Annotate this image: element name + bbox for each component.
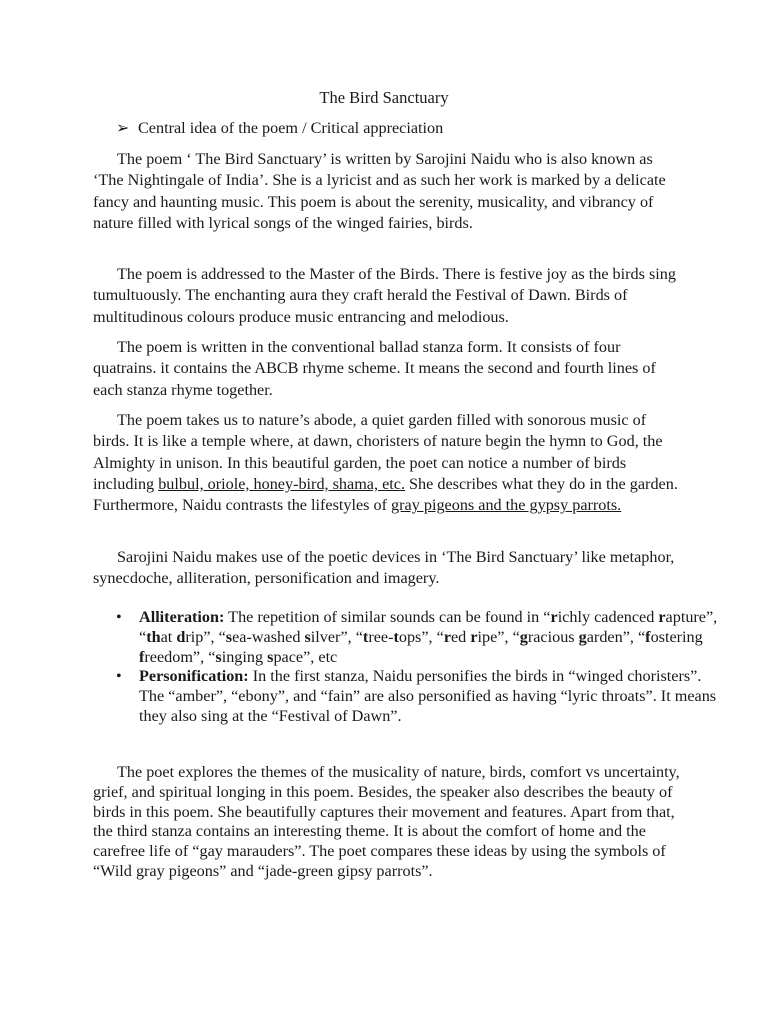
text-run: reedom”, “	[144, 647, 216, 666]
bullet-label: Alliteration:	[139, 608, 225, 626]
text-run: The repetition of similar sounds can be found in “	[224, 608, 551, 626]
section-heading	[116, 118, 443, 139]
paragraph-stanza-form: The poem is written in the conventional ballad stanza form. It consists of four quatrains. it contains the ABCB rhyme scheme. It means the second and fourth lines of each stanza rhyme together.	[93, 338, 656, 399]
text-run: ed	[451, 627, 471, 646]
text-run: The poem takes us to nature’s abode, a quiet garden filled with sonorous music of birds. It is like a temple where, at dawn, choristers of nature begin the hymn to God, the Almighty in unison. In this beautiful garden, the poet can notice a number of birds including	[93, 411, 663, 493]
paragraph-intro: The poem ‘ The Bird Sanctuary’ is written by Sarojini Naidu who is also known as ‘The Nightingale of India’. She is a lyricist and as such her work is marked by a delicate fancy and haunting music. This poem is about the serenity, musicality, and vibrancy of nature filled with lyrical songs of the winged fairies, birds.	[93, 150, 666, 232]
text-run: ops”, “	[398, 627, 444, 646]
bold-letter: g	[519, 627, 528, 646]
bold-letter: s	[215, 647, 222, 666]
underlined-pigeons-parrots: gray pigeons and the gypsy parrots.	[391, 496, 622, 515]
bold-letter: t	[362, 627, 369, 646]
text-run: rip”, “	[185, 627, 226, 646]
bold-letter: r	[550, 608, 558, 626]
text-run: racious	[527, 627, 579, 646]
bold-letter: r	[443, 627, 451, 646]
bold-letter: s	[267, 647, 274, 666]
bold-letter: f	[645, 627, 651, 646]
text-run: ichly cadenced	[557, 608, 659, 626]
text-run: She describes what they do in the garden. Furthermore, Naidu contrasts the lifestyles of	[93, 474, 678, 515]
bullet-dot-icon: •	[116, 667, 122, 685]
bold-letter: d	[176, 627, 186, 646]
bullet-personification	[116, 667, 723, 726]
page-title: The Bird Sanctuary	[319, 88, 449, 107]
bullet-alliteration	[116, 608, 723, 667]
text-run: arden”, “	[586, 627, 646, 646]
bold-letter: g	[578, 627, 587, 646]
bullet-label: Personification:	[139, 667, 249, 685]
text-run: at	[160, 627, 177, 646]
paragraph-themes: The poet explores the themes of the musicality of nature, birds, comfort vs uncertainty, grief, and spiritual longing in this poem. Besides, the speaker also describes the beauty of birds in this poem. She beautifully captures their movement and features. Apart from that, the third stanza contains an interesting theme. It is about the comfort of home and the carefree life of “gay marauders”. The poet compares these ideas by using the symbols of “Wild gray pigeons” and “jade-green gipsy parrots”.	[93, 763, 680, 880]
bullet-dot-icon: •	[116, 608, 122, 626]
text-run: inging	[221, 647, 268, 666]
text-run: ipe”, “	[477, 627, 520, 646]
bold-letter: t	[393, 627, 399, 646]
text-run: ree-	[368, 627, 394, 646]
underlined-bird-list: bulbul, oriole, honey-bird, shama, etc.	[158, 474, 405, 493]
arrow-bullet-icon: ➢	[116, 119, 130, 137]
paragraph-natures-abode	[93, 410, 683, 516]
bold-letter: f	[139, 647, 145, 666]
section-heading-text: Central idea of the poem / Critical appreciation	[138, 119, 444, 137]
paragraph-poetic-devices: Sarojini Naidu makes use of the poetic devices in ‘The Bird Sanctuary’ like metaphor, synecdoche, alliteration, personification and imagery.	[93, 548, 675, 588]
text-run: pace”, etc	[273, 647, 338, 666]
text-run: ostering	[650, 627, 703, 646]
text-run: ea-washed	[232, 627, 305, 646]
bold-letter: s	[304, 627, 311, 646]
text-run: ilver”, “	[310, 627, 363, 646]
text-run: In the first stanza, Naidu personifies the birds in “winged choristers”. The “amber”, “ebony”, and “fain” are also personified as having “lyric throats”. It means they also sing at the “Festival of Dawn”.	[139, 667, 717, 725]
text-run: apture”, “	[139, 608, 718, 646]
bold-letter: th	[146, 627, 161, 646]
bold-letter: s	[225, 627, 233, 646]
bold-letter: r	[470, 627, 478, 646]
paragraph-master-of-birds: The poem is addressed to the Master of the Birds. There is festive joy as the birds sing tumultuously. The enchanting aura they craft herald the Festival of Dawn. Birds of multitudinous colours produce music entrancing and melodious.	[93, 265, 676, 326]
bold-letter: r	[658, 608, 666, 626]
